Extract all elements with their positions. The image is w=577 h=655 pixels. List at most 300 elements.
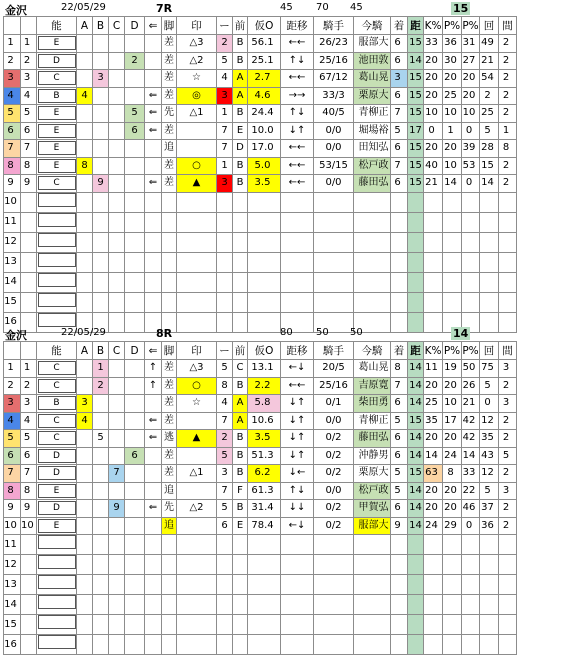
cell-dist[interactable] [408, 192, 424, 212]
column-header-mae[interactable]: 前 [233, 342, 248, 360]
cell-kyori[interactable]: ↑↓ [281, 52, 314, 70]
cell-karu[interactable]: 78.4 [248, 517, 281, 535]
cell-arrow[interactable]: ⇐ [145, 175, 162, 193]
cell-a[interactable] [77, 252, 93, 272]
cell-d[interactable] [125, 232, 145, 252]
cell-chaku[interactable]: 6 [391, 87, 408, 105]
cell-nou[interactable] [37, 252, 77, 272]
cell-chaku[interactable] [391, 272, 408, 292]
cell-k[interactable]: 20 [424, 377, 443, 395]
column-header-shirushi[interactable]: 印 [177, 342, 217, 360]
cell-p[interactable] [462, 575, 480, 595]
column-header[interactable] [4, 17, 21, 35]
cell-d[interactable] [125, 595, 145, 615]
cell-a[interactable]: 4 [77, 87, 93, 105]
cell-b[interactable] [93, 500, 109, 518]
cell-kyori[interactable] [281, 555, 314, 575]
table-row[interactable] [4, 292, 517, 312]
column-header-aida[interactable]: 間 [499, 17, 517, 35]
cell-nou[interactable] [37, 272, 77, 292]
cell-arrow[interactable] [145, 517, 162, 535]
column-header-chaku[interactable]: 着 [391, 17, 408, 35]
cell-mae[interactable]: B [233, 430, 248, 448]
cell-kyaku[interactable]: 差 [162, 377, 177, 395]
cell-shirushi[interactable] [177, 482, 217, 500]
cell-kyori[interactable] [281, 192, 314, 212]
cell-mae[interactable] [233, 192, 248, 212]
cell-arrow[interactable] [145, 35, 162, 53]
cell-arrow[interactable] [145, 52, 162, 70]
cell-ima[interactable]: 葛山晃 [354, 70, 391, 88]
table-row[interactable] [4, 175, 517, 193]
cell-aida[interactable]: 2 [499, 517, 517, 535]
cell-chaku[interactable]: 6 [391, 447, 408, 465]
cell-kishu[interactable] [314, 575, 354, 595]
cell-karu[interactable]: 3.5 [248, 175, 281, 193]
cell-shirushi[interactable] [177, 292, 217, 312]
cell-a[interactable]: 3 [77, 395, 93, 413]
cell-p[interactable]: 0 [462, 517, 480, 535]
cell-k[interactable] [424, 535, 443, 555]
cell-h[interactable]: 20 [443, 70, 462, 88]
table-row[interactable] [4, 140, 517, 158]
cell-shirushi[interactable]: ☆ [177, 70, 217, 88]
cell-nou[interactable] [37, 35, 77, 53]
table-row[interactable] [4, 615, 517, 635]
column-header-p2[interactable]: P% [462, 17, 480, 35]
cell-nou[interactable] [37, 412, 77, 430]
cell-nou[interactable] [37, 212, 77, 232]
cell-c[interactable] [109, 517, 125, 535]
cell-karu[interactable] [248, 595, 281, 615]
cell-bar[interactable] [217, 635, 233, 655]
cell-kyori[interactable]: →→ [281, 87, 314, 105]
cell-ima[interactable] [354, 232, 391, 252]
cell-kishu[interactable] [314, 292, 354, 312]
cell-kyori[interactable] [281, 212, 314, 232]
cell-k[interactable]: 40 [424, 157, 443, 175]
cell-k[interactable] [424, 555, 443, 575]
cell-nou[interactable] [37, 395, 77, 413]
cell-dist[interactable] [408, 575, 424, 595]
cell-karu[interactable] [248, 615, 281, 635]
column-header-dash[interactable]: ー [217, 17, 233, 35]
cell-kai[interactable]: 21 [480, 52, 499, 70]
cell-c[interactable] [109, 395, 125, 413]
cell-chaku[interactable]: 6 [391, 35, 408, 53]
column-header-nou[interactable]: 能 [37, 17, 77, 35]
cell-dist[interactable]: 14 [408, 517, 424, 535]
cell-chaku[interactable]: 6 [391, 500, 408, 518]
cell-chaku[interactable]: 6 [391, 140, 408, 158]
cell-p[interactable]: 20 [462, 70, 480, 88]
cell-d[interactable] [125, 430, 145, 448]
cell-h[interactable]: 10 [443, 105, 462, 123]
cell-shirushi[interactable] [177, 252, 217, 272]
cell-karu[interactable]: 25.1 [248, 52, 281, 70]
cell-chaku[interactable]: 7 [391, 377, 408, 395]
cell-kyaku[interactable] [162, 555, 177, 575]
cell-mae[interactable]: B [233, 175, 248, 193]
cell-b[interactable] [93, 232, 109, 252]
cell-d[interactable] [125, 252, 145, 272]
cell-p[interactable]: 0 [462, 122, 480, 140]
cell-aida[interactable]: 1 [499, 122, 517, 140]
column-header[interactable] [21, 17, 37, 35]
table-row[interactable] [4, 70, 517, 88]
cell-b[interactable] [93, 595, 109, 615]
cell-b[interactable] [93, 105, 109, 123]
cell-b[interactable] [93, 122, 109, 140]
cell-bar[interactable] [217, 272, 233, 292]
cell-karu[interactable] [248, 535, 281, 555]
cell-shirushi[interactable] [177, 272, 217, 292]
cell-bar[interactable]: 7 [217, 140, 233, 158]
cell-kyaku[interactable]: 差 [162, 175, 177, 193]
cell-karu[interactable] [248, 635, 281, 655]
cell-kyaku[interactable]: 先 [162, 500, 177, 518]
cell-kyori[interactable]: ↑↓ [281, 105, 314, 123]
cell-kai[interactable]: 5 [480, 122, 499, 140]
cell-shirushi[interactable]: △3 [177, 360, 217, 378]
cell-b[interactable] [93, 555, 109, 575]
cell-p[interactable]: 21 [462, 395, 480, 413]
cell-c[interactable] [109, 377, 125, 395]
cell-dist[interactable] [408, 555, 424, 575]
column-header-kishu[interactable]: 騎手 [314, 342, 354, 360]
cell-b[interactable] [93, 52, 109, 70]
cell-c[interactable] [109, 105, 125, 123]
cell-arrow[interactable] [145, 140, 162, 158]
cell-b[interactable] [93, 535, 109, 555]
cell-p[interactable] [462, 252, 480, 272]
cell-dist[interactable]: 14 [408, 360, 424, 378]
cell-p[interactable]: 26 [462, 377, 480, 395]
cell-bar[interactable] [217, 615, 233, 635]
cell-ima[interactable]: 松戸政 [354, 482, 391, 500]
cell-ima[interactable]: 田知弘 [354, 140, 391, 158]
cell-h[interactable] [443, 635, 462, 655]
cell-a[interactable] [77, 140, 93, 158]
cell-a[interactable]: 8 [77, 157, 93, 175]
cell-kyaku[interactable] [162, 212, 177, 232]
cell-c[interactable] [109, 482, 125, 500]
cell-p[interactable] [462, 292, 480, 312]
cell-k[interactable]: 25 [424, 395, 443, 413]
cell-kai[interactable] [480, 595, 499, 615]
cell-bar[interactable]: 7 [217, 122, 233, 140]
cell-arrow[interactable] [145, 252, 162, 272]
cell-k[interactable]: 11 [424, 360, 443, 378]
cell-h[interactable]: 24 [443, 447, 462, 465]
cell-a[interactable] [77, 212, 93, 232]
cell-dist[interactable]: 15 [408, 140, 424, 158]
cell-h[interactable]: 1 [443, 122, 462, 140]
cell-b[interactable] [93, 482, 109, 500]
cell-ima[interactable] [354, 535, 391, 555]
column-header-c[interactable]: C [109, 17, 125, 35]
cell-aida[interactable]: 8 [499, 140, 517, 158]
cell-mae[interactable] [233, 575, 248, 595]
cell-bar[interactable] [217, 232, 233, 252]
cell-kyaku[interactable]: 追 [162, 517, 177, 535]
cell-shirushi[interactable] [177, 517, 217, 535]
cell-kai[interactable]: 49 [480, 35, 499, 53]
cell-kai[interactable] [480, 252, 499, 272]
table-row[interactable] [4, 500, 517, 518]
cell-h[interactable]: 14 [443, 175, 462, 193]
cell-kyaku[interactable]: 差 [162, 70, 177, 88]
cell-shirushi[interactable] [177, 635, 217, 655]
cell-kyaku[interactable]: 追 [162, 140, 177, 158]
cell-k[interactable] [424, 292, 443, 312]
cell-p[interactable]: 46 [462, 500, 480, 518]
cell-kyori[interactable]: ←← [281, 140, 314, 158]
column-header-k[interactable]: K% [424, 342, 443, 360]
cell-mae[interactable]: B [233, 465, 248, 483]
cell-mae[interactable] [233, 615, 248, 635]
cell-ima[interactable]: 池田敦 [354, 52, 391, 70]
column-header[interactable] [4, 342, 21, 360]
cell-kyaku[interactable]: 差 [162, 412, 177, 430]
cell-karu[interactable]: 13.1 [248, 360, 281, 378]
cell-nou[interactable] [37, 87, 77, 105]
cell-c[interactable] [109, 635, 125, 655]
cell-dist[interactable] [408, 232, 424, 252]
cell-arrow[interactable] [145, 157, 162, 175]
cell-p[interactable]: 27 [462, 52, 480, 70]
cell-h[interactable] [443, 272, 462, 292]
table-row[interactable] [4, 87, 517, 105]
cell-ima[interactable]: 吉原寛 [354, 377, 391, 395]
cell-k[interactable] [424, 192, 443, 212]
cell-dist[interactable]: 14 [408, 447, 424, 465]
cell-p[interactable]: 22 [462, 482, 480, 500]
cell-kai[interactable] [480, 555, 499, 575]
cell-c[interactable] [109, 70, 125, 88]
cell-k[interactable] [424, 575, 443, 595]
cell-arrow[interactable]: ⇐ [145, 105, 162, 123]
table-row[interactable] [4, 395, 517, 413]
column-header-kai[interactable]: 回 [480, 342, 499, 360]
cell-bar[interactable]: 4 [217, 70, 233, 88]
cell-kyaku[interactable]: 差 [162, 465, 177, 483]
column-header-arrow[interactable]: ⇐ [145, 342, 162, 360]
cell-shirushi[interactable]: ▲ [177, 175, 217, 193]
cell-d[interactable] [125, 500, 145, 518]
table-row[interactable] [4, 430, 517, 448]
cell-arrow[interactable] [145, 70, 162, 88]
cell-bar[interactable]: 7 [217, 412, 233, 430]
cell-p[interactable] [462, 232, 480, 252]
cell-h[interactable] [443, 252, 462, 272]
cell-ima[interactable]: 栗原大 [354, 465, 391, 483]
cell-nou[interactable] [37, 575, 77, 595]
cell-kyori[interactable] [281, 575, 314, 595]
cell-arrow[interactable]: ⇐ [145, 122, 162, 140]
cell-a[interactable] [77, 465, 93, 483]
cell-kai[interactable] [480, 232, 499, 252]
cell-kyori[interactable] [281, 615, 314, 635]
cell-dist[interactable]: 14 [408, 430, 424, 448]
cell-d[interactable] [125, 292, 145, 312]
cell-karu[interactable]: 31.4 [248, 500, 281, 518]
cell-kai[interactable]: 25 [480, 105, 499, 123]
cell-bar[interactable]: 6 [217, 517, 233, 535]
cell-k[interactable]: 20 [424, 482, 443, 500]
cell-aida[interactable]: 3 [499, 482, 517, 500]
cell-a[interactable] [77, 272, 93, 292]
cell-nou[interactable] [37, 517, 77, 535]
cell-ima[interactable] [354, 192, 391, 212]
cell-h[interactable] [443, 595, 462, 615]
cell-nou[interactable] [37, 360, 77, 378]
cell-kyaku[interactable]: 差 [162, 122, 177, 140]
cell-h[interactable]: 8 [443, 465, 462, 483]
cell-h[interactable]: 10 [443, 395, 462, 413]
cell-p[interactable] [462, 192, 480, 212]
cell-a[interactable] [77, 232, 93, 252]
cell-c[interactable] [109, 535, 125, 555]
cell-bar[interactable]: 1 [217, 157, 233, 175]
cell-shirushi[interactable]: △2 [177, 500, 217, 518]
cell-p[interactable] [462, 212, 480, 232]
cell-c[interactable] [109, 192, 125, 212]
cell-d[interactable] [125, 555, 145, 575]
cell-arrow[interactable]: ⇐ [145, 500, 162, 518]
cell-shirushi[interactable]: ○ [177, 377, 217, 395]
cell-arrow[interactable] [145, 595, 162, 615]
cell-arrow[interactable] [145, 535, 162, 555]
cell-c[interactable] [109, 360, 125, 378]
cell-aida[interactable]: 2 [499, 430, 517, 448]
table-row[interactable] [4, 232, 517, 252]
cell-ima[interactable]: 松戸政 [354, 157, 391, 175]
cell-arrow[interactable]: ⇐ [145, 412, 162, 430]
cell-nou[interactable] [37, 232, 77, 252]
cell-karu[interactable]: 56.1 [248, 35, 281, 53]
cell-ima[interactable] [354, 252, 391, 272]
cell-p[interactable]: 39 [462, 140, 480, 158]
column-header-dist[interactable]: 距 [408, 17, 424, 35]
table-row[interactable] [4, 482, 517, 500]
cell-shirushi[interactable] [177, 232, 217, 252]
cell-kishu[interactable]: 0/2 [314, 517, 354, 535]
cell-bar[interactable]: 5 [217, 500, 233, 518]
column-header-p1[interactable]: P% [443, 342, 462, 360]
cell-kyaku[interactable]: 差 [162, 447, 177, 465]
cell-kishu[interactable]: 0/0 [314, 175, 354, 193]
cell-shirushi[interactable] [177, 122, 217, 140]
cell-kyori[interactable] [281, 635, 314, 655]
cell-chaku[interactable]: 6 [391, 175, 408, 193]
cell-d[interactable] [125, 70, 145, 88]
cell-k[interactable] [424, 232, 443, 252]
cell-bar[interactable]: 7 [217, 482, 233, 500]
cell-kai[interactable]: 15 [480, 157, 499, 175]
cell-nou[interactable] [37, 615, 77, 635]
cell-kyaku[interactable]: 差 [162, 35, 177, 53]
cell-kai[interactable]: 5 [480, 377, 499, 395]
column-header-arrow[interactable]: ⇐ [145, 17, 162, 35]
cell-b[interactable]: 1 [93, 360, 109, 378]
cell-a[interactable] [77, 52, 93, 70]
cell-aida[interactable] [499, 555, 517, 575]
cell-karu[interactable]: 10.0 [248, 122, 281, 140]
cell-h[interactable]: 10 [443, 157, 462, 175]
column-header-aida[interactable]: 間 [499, 342, 517, 360]
cell-shirushi[interactable]: △1 [177, 105, 217, 123]
cell-kyori[interactable]: ↑↓ [281, 482, 314, 500]
cell-kishu[interactable]: 0/0 [314, 412, 354, 430]
cell-kyori[interactable]: ←← [281, 175, 314, 193]
cell-aida[interactable] [499, 292, 517, 312]
cell-arrow[interactable] [145, 292, 162, 312]
cell-k[interactable] [424, 272, 443, 292]
cell-h[interactable]: 17 [443, 412, 462, 430]
cell-kyori[interactable]: ↓↑ [281, 430, 314, 448]
cell-d[interactable]: 6 [125, 447, 145, 465]
cell-shirushi[interactable] [177, 575, 217, 595]
cell-ima[interactable]: 藤田弘 [354, 430, 391, 448]
cell-shirushi[interactable]: ◎ [177, 87, 217, 105]
cell-shirushi[interactable] [177, 535, 217, 555]
cell-kai[interactable] [480, 535, 499, 555]
cell-kyaku[interactable]: 差 [162, 52, 177, 70]
cell-k[interactable] [424, 252, 443, 272]
cell-kyaku[interactable] [162, 232, 177, 252]
cell-ima[interactable]: 堀場裕 [354, 122, 391, 140]
cell-kyori[interactable] [281, 252, 314, 272]
cell-d[interactable] [125, 517, 145, 535]
cell-b[interactable] [93, 635, 109, 655]
column-header-c[interactable]: C [109, 342, 125, 360]
cell-arrow[interactable]: ⇐ [145, 430, 162, 448]
cell-d[interactable] [125, 635, 145, 655]
cell-arrow[interactable] [145, 615, 162, 635]
cell-aida[interactable]: 2 [499, 465, 517, 483]
cell-nou[interactable] [37, 555, 77, 575]
cell-kyaku[interactable] [162, 192, 177, 212]
cell-dist[interactable]: 14 [408, 395, 424, 413]
column-header-b[interactable]: B [93, 17, 109, 35]
cell-chaku[interactable]: 7 [391, 105, 408, 123]
cell-aida[interactable]: 2 [499, 157, 517, 175]
cell-bar[interactable]: 5 [217, 52, 233, 70]
cell-a[interactable] [77, 175, 93, 193]
cell-bar[interactable]: 5 [217, 360, 233, 378]
cell-chaku[interactable] [391, 555, 408, 575]
cell-d[interactable]: 5 [125, 105, 145, 123]
cell-ima[interactable]: 沖静男 [354, 447, 391, 465]
cell-p[interactable]: 0 [462, 175, 480, 193]
cell-p[interactable] [462, 272, 480, 292]
cell-kai[interactable]: 5 [480, 482, 499, 500]
cell-kishu[interactable] [314, 555, 354, 575]
cell-kyaku[interactable]: 差 [162, 87, 177, 105]
cell-kyori[interactable]: ←↓ [281, 517, 314, 535]
cell-a[interactable] [77, 377, 93, 395]
cell-h[interactable] [443, 575, 462, 595]
cell-kyori[interactable]: ↓↑ [281, 412, 314, 430]
cell-kishu[interactable] [314, 232, 354, 252]
cell-kai[interactable] [480, 192, 499, 212]
cell-aida[interactable] [499, 232, 517, 252]
table-row[interactable] [4, 575, 517, 595]
cell-k[interactable]: 21 [424, 175, 443, 193]
cell-a[interactable]: 4 [77, 412, 93, 430]
cell-karu[interactable]: 10.6 [248, 412, 281, 430]
